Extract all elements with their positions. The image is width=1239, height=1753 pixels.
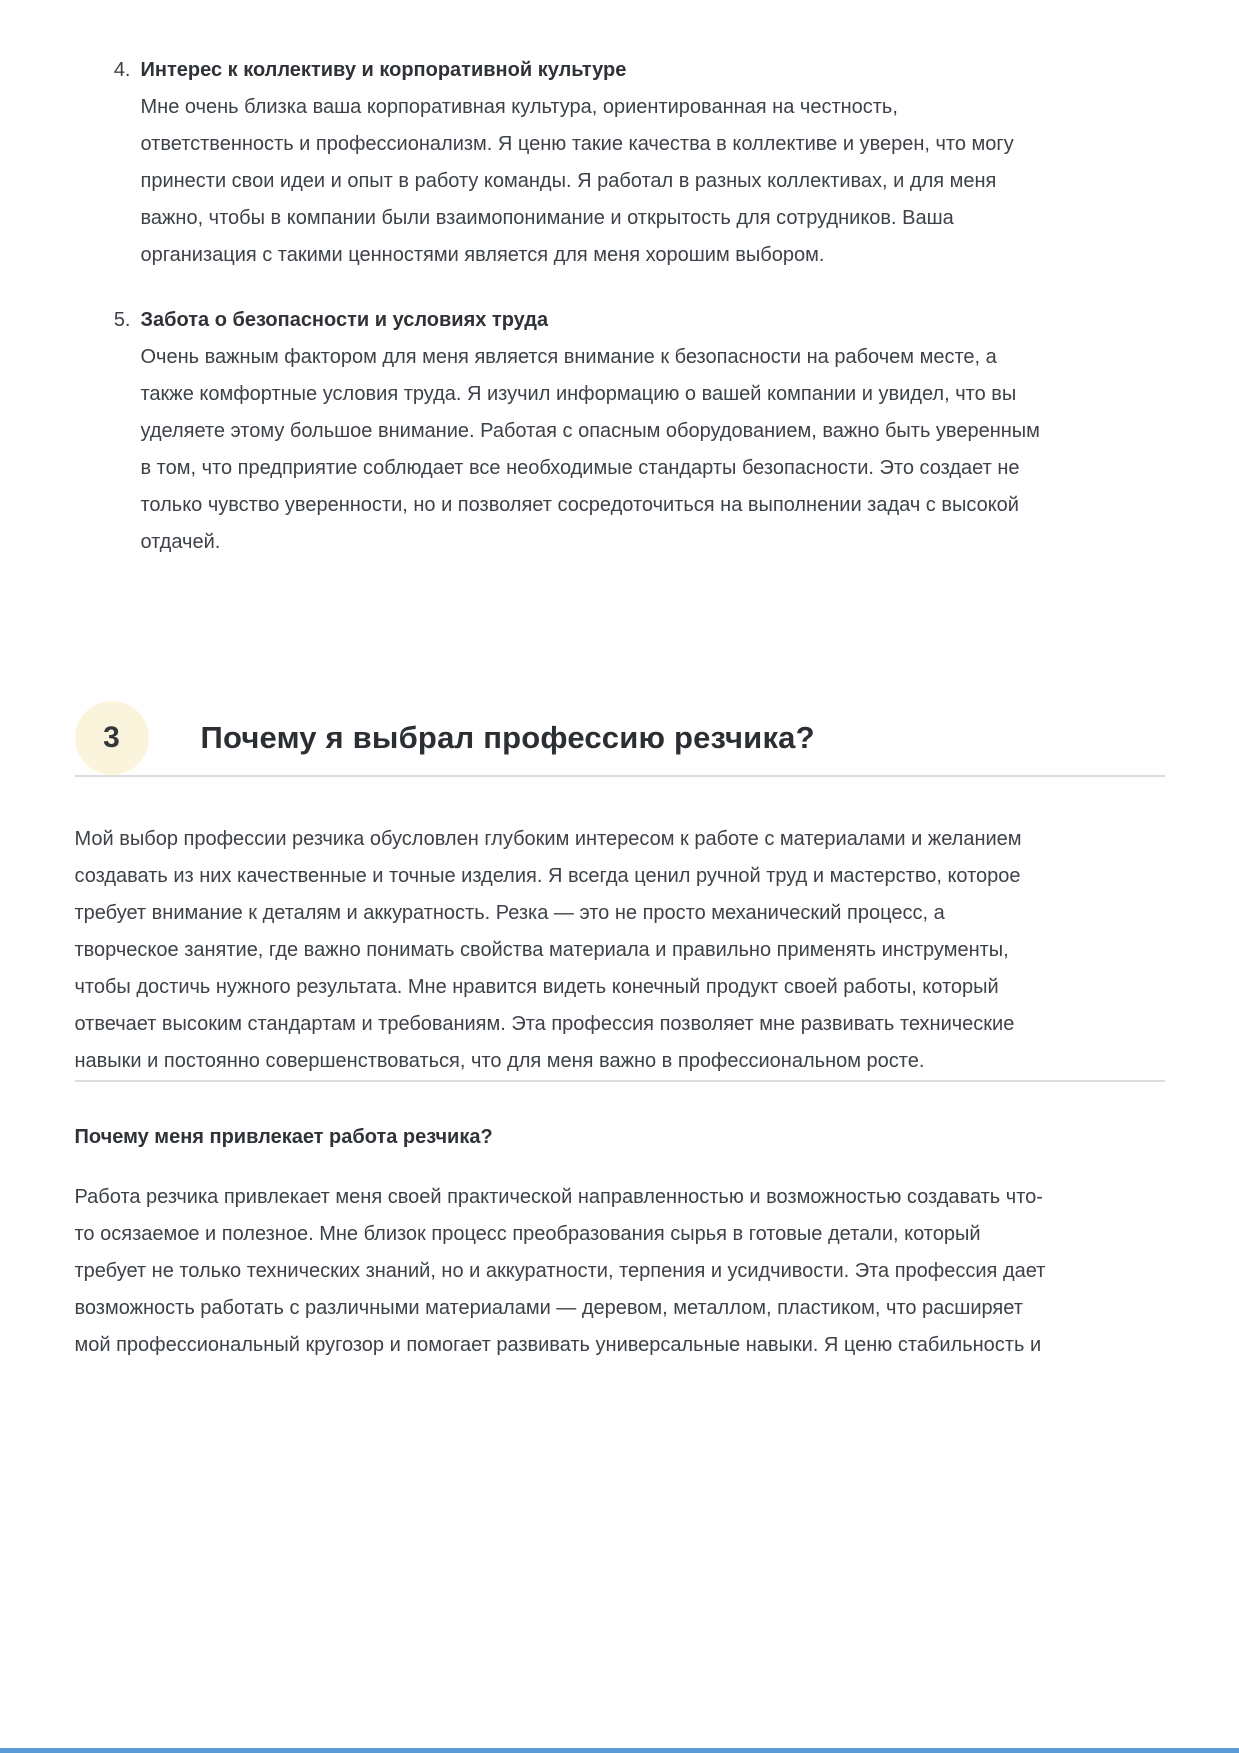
bottom-accent-bar xyxy=(0,1748,1239,1753)
list-item xyxy=(107,52,1165,274)
list-item-title: Забота о безопасности и условиях труда xyxy=(140,309,549,331)
list-item-content xyxy=(141,302,1165,561)
list-item-number: 5. xyxy=(113,309,131,331)
section-title: Почему я выбрал профессию резчика? xyxy=(200,720,815,755)
list-item-title: Интерес к коллективу и корпоративной культуре xyxy=(140,59,627,81)
list-item xyxy=(107,302,1165,561)
section-heading xyxy=(75,701,1165,775)
list-item-number: 4. xyxy=(113,59,131,81)
divider xyxy=(75,775,1165,777)
list-item-body: Очень важным фактором для меня является внимание к безопасности на рабочем месте, а также комфортные условия труда. Я изучил информацию о вашей компании и увидел, что вы уделяете этому большое внимание. Работая с опасным оборудованием, важно быть уверенным в том, что предприятие соблюдает все необходимые стандарты безопасности. Это создает не только чувство уверенности, но и позволяет сосредоточиться на выполнении задач с высокой отдачей. xyxy=(140,346,1040,553)
document-content xyxy=(75,0,1165,1364)
intro-paragraph: Мой выбор профессии резчика обусловлен глубоким интересом к работе с материалами и желанием создавать из них качественные и точные изделия. Я всегда ценил ручной труд и мастерство, которое требует внимание к деталям и аккуратность. Резка — это не просто механический процесс, а творческое занятие, где важно понимать свойства материала и правильно применять инструменты, чтобы достичь нужного результата. Мне нравится видеть конечный продукт своей работы, который отвечает высоким стандартам и требованиям. Эта профессия позволяет мне развивать технические навыки и постоянно совершенствоваться, что для меня важно в профессиональном росте. xyxy=(74,828,1022,1072)
divider xyxy=(75,1080,1165,1082)
list-item-content xyxy=(141,52,1165,274)
list-item-body: Мне очень близка ваша корпоративная культура, ориентированная на честность, ответственность и профессионализм. Я ценю такие качества в коллективе и уверен, что могу принести свои идеи и опыт в работу команды. Я работал в разных коллективах, и для меня важно, чтобы в компании были взаимопонимание и открытость для сотрудников. Ваша организация с такими ценностями является для меня хорошим выбором. xyxy=(140,96,1014,266)
sub-heading: Почему меня привлекает работа резчика? xyxy=(74,1126,493,1148)
section-number-badge: 3 xyxy=(75,701,149,775)
numbered-reason-list xyxy=(107,52,1165,561)
second-paragraph: Работа резчика привлекает меня своей практической направленностью и возможностью создавать что-то осязаемое и полезное. Мне близок процесс преобразования сырья в готовые детали, который требует не только технических знаний, но и аккуратности, терпения и усидчивости. Эта профессия дает возможность работать с различными материалами — деревом, металлом, пластиком, что расширяет мой профессиональный кругозор и помогает развивать универсальные навыки. Я ценю стабильность и xyxy=(74,1186,1046,1356)
